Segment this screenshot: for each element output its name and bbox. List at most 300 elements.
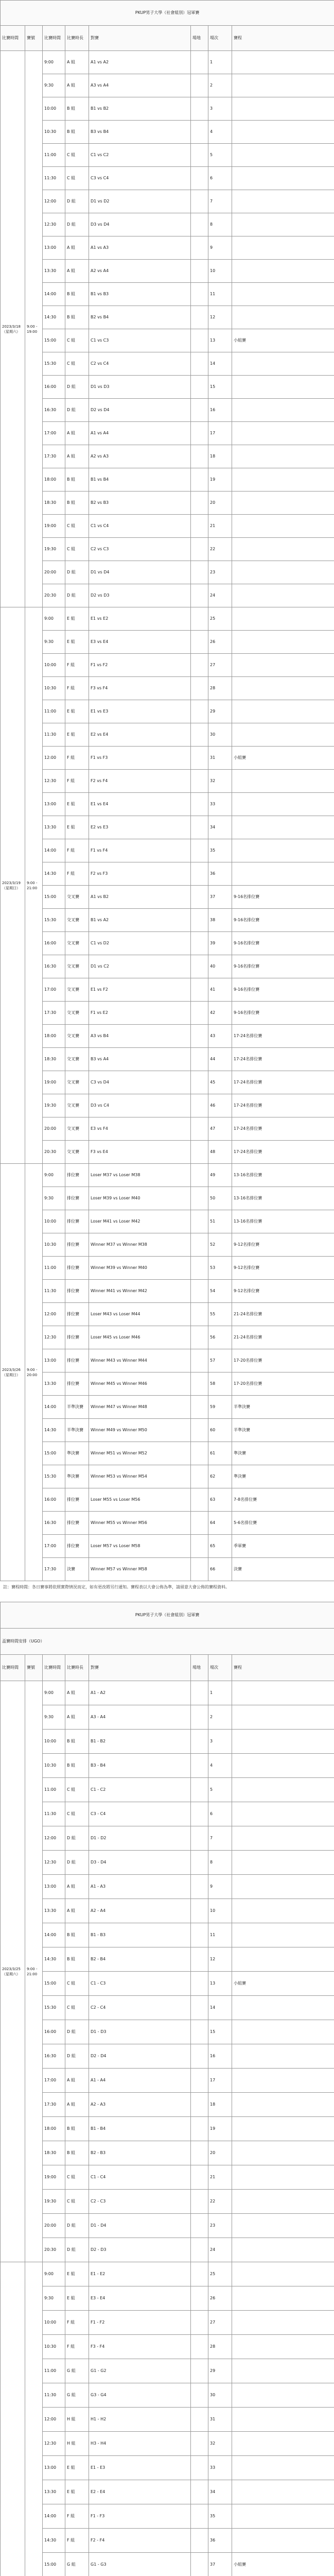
venue-cell bbox=[191, 306, 208, 329]
venue-cell bbox=[191, 1778, 208, 1802]
match-time: 10:00 bbox=[43, 654, 65, 677]
table-row bbox=[1, 2069, 334, 2093]
table-row bbox=[1, 1233, 334, 1257]
table-row bbox=[1, 399, 334, 422]
match-group: 交叉賽 bbox=[65, 909, 89, 932]
match-time: 14:30 bbox=[43, 2529, 65, 2553]
match-number: 25 bbox=[208, 2262, 232, 2286]
venue-cell bbox=[191, 2238, 208, 2262]
match-number: 55 bbox=[208, 1303, 232, 1326]
table-title: PKUP男子大學（社會組別）冠軍賽 bbox=[1, 1, 334, 26]
match-fixture: D3 vs C4 bbox=[89, 1094, 191, 1117]
match-stage: 21-24名排位賽 bbox=[232, 1303, 334, 1326]
venue-cell bbox=[191, 2141, 208, 2165]
match-fixture: E1 vs E2 bbox=[89, 607, 191, 631]
match-fixture: F1 vs F2 bbox=[89, 654, 191, 677]
match-time: 14:00 bbox=[43, 2504, 65, 2529]
match-group: C 組 bbox=[65, 2165, 89, 2190]
table-row bbox=[1, 1094, 334, 1117]
match-stage bbox=[232, 190, 334, 213]
match-stage bbox=[232, 515, 334, 538]
match-stage bbox=[232, 770, 334, 793]
match-group: 排位賽 bbox=[65, 1233, 89, 1257]
match-fixture: B1 - B2 bbox=[89, 1730, 191, 1754]
match-number: 7 bbox=[208, 1826, 232, 1851]
match-group: C 組 bbox=[65, 352, 89, 376]
table-row bbox=[1, 121, 334, 144]
match-number: 23 bbox=[208, 2214, 232, 2238]
table-row bbox=[1, 770, 334, 793]
match-stage bbox=[232, 793, 334, 816]
match-fixture: Winner M43 vs Winner M44 bbox=[89, 1349, 191, 1372]
match-fixture: A1 vs A3 bbox=[89, 236, 191, 260]
match-number: 59 bbox=[208, 1396, 232, 1419]
match-stage bbox=[232, 2117, 334, 2141]
match-fixture: A2 - A4 bbox=[89, 1899, 191, 1923]
venue-cell bbox=[191, 1512, 208, 1535]
match-group: A 組 bbox=[65, 445, 89, 468]
match-fixture: A1 - A3 bbox=[89, 1875, 191, 1899]
match-number: 32 bbox=[208, 770, 232, 793]
match-fixture: Loser M57 vs Loser M58 bbox=[89, 1535, 191, 1558]
match-group: A 組 bbox=[65, 422, 89, 445]
match-time: 14:00 bbox=[43, 1396, 65, 1419]
match-stage bbox=[232, 2383, 334, 2408]
venue-cell bbox=[191, 793, 208, 816]
match-stage bbox=[232, 1730, 334, 1754]
match-fixture: D1 - D2 bbox=[89, 1826, 191, 1851]
match-time: 16:00 bbox=[43, 2020, 65, 2044]
table-row bbox=[1, 2141, 334, 2165]
match-time: 13:00 bbox=[43, 2456, 65, 2480]
venue-cell bbox=[191, 515, 208, 538]
match-number: 13 bbox=[208, 329, 232, 352]
column-header: 對賽 bbox=[89, 26, 191, 51]
match-time: 13:30 bbox=[43, 1899, 65, 1923]
match-fixture: B3 - B4 bbox=[89, 1754, 191, 1778]
match-stage bbox=[232, 97, 334, 121]
match-stage: 準決賽 bbox=[232, 1465, 334, 1488]
table-row bbox=[1, 1705, 334, 1730]
venue-cell bbox=[191, 1851, 208, 1875]
match-number: 26 bbox=[208, 631, 232, 654]
match-group: B 組 bbox=[65, 283, 89, 306]
table-row bbox=[1, 260, 334, 283]
table-row bbox=[1, 723, 334, 747]
venue-cell bbox=[191, 2432, 208, 2456]
match-fixture: Winner M53 vs Winner M54 bbox=[89, 1465, 191, 1488]
match-fixture: D2 vs D3 bbox=[89, 584, 191, 607]
match-number: 44 bbox=[208, 1048, 232, 1071]
match-group: 決賽 bbox=[65, 1558, 89, 1581]
match-time: 12:00 bbox=[43, 747, 65, 770]
match-time: 14:00 bbox=[43, 1923, 65, 1947]
table-row bbox=[1, 1442, 334, 1465]
match-time: 10:30 bbox=[43, 121, 65, 144]
footnote: 註：賽程時間：各日賽事將依照實際情況而定，如有更改將另行通知。賽程表以大會公佈為準，請留意大會公佈的賽程資料。 bbox=[3, 1585, 230, 1589]
match-fixture: F3 - F4 bbox=[89, 2335, 191, 2359]
column-header: 比賽時間 bbox=[1, 26, 25, 51]
table-row bbox=[1, 492, 334, 515]
match-stage: 決賽 bbox=[232, 1558, 334, 1581]
match-number: 53 bbox=[208, 1257, 232, 1280]
table-row bbox=[1, 2165, 334, 2190]
venue-cell bbox=[191, 2383, 208, 2408]
match-number: 39 bbox=[208, 932, 232, 955]
match-group: C 組 bbox=[65, 167, 89, 190]
match-stage bbox=[232, 2504, 334, 2529]
venue-cell bbox=[191, 2480, 208, 2504]
table-row bbox=[1, 700, 334, 723]
table-title-row bbox=[1, 1602, 334, 1629]
match-group: 半準決賽 bbox=[65, 1419, 89, 1442]
match-fixture: D2 - D4 bbox=[89, 2044, 191, 2069]
table-row bbox=[1, 144, 334, 167]
match-group: 交叉賽 bbox=[65, 1025, 89, 1048]
table-row bbox=[1, 1117, 334, 1141]
match-number: 8 bbox=[208, 213, 232, 236]
match-group: B 組 bbox=[65, 2117, 89, 2141]
match-date bbox=[1, 2262, 25, 2576]
venue-cell bbox=[191, 329, 208, 352]
table-row bbox=[1, 862, 334, 886]
venue-cell bbox=[191, 1210, 208, 1233]
table-row bbox=[1, 1164, 334, 1187]
column-header: 賽號 bbox=[25, 1655, 43, 1681]
match-fixture: E1 vs E4 bbox=[89, 793, 191, 816]
match-time: 14:30 bbox=[43, 306, 65, 329]
match-stage bbox=[232, 2238, 334, 2262]
match-number: 1 bbox=[208, 1681, 232, 1705]
match-number: 5 bbox=[208, 1778, 232, 1802]
match-group: 交叉賽 bbox=[65, 1094, 89, 1117]
match-stage: 9-16名排位賽 bbox=[232, 978, 334, 1002]
match-group: G 組 bbox=[65, 2359, 89, 2383]
match-fixture: H3 - H4 bbox=[89, 2432, 191, 2456]
match-number: 47 bbox=[208, 1117, 232, 1141]
table-row bbox=[1, 1802, 334, 1826]
match-stage: 9-16名排位賽 bbox=[232, 1002, 334, 1025]
match-number: 17 bbox=[208, 2069, 232, 2093]
match-group: F 組 bbox=[65, 747, 89, 770]
table-row bbox=[1, 468, 334, 492]
match-number: 40 bbox=[208, 955, 232, 978]
match-group: B 組 bbox=[65, 492, 89, 515]
venue-cell bbox=[191, 2529, 208, 2553]
venue-cell bbox=[191, 886, 208, 909]
match-fixture: B2 - B3 bbox=[89, 2141, 191, 2165]
venue-cell bbox=[191, 1257, 208, 1280]
match-group: F 組 bbox=[65, 2504, 89, 2529]
match-stage bbox=[232, 352, 334, 376]
match-group: C 組 bbox=[65, 1996, 89, 2020]
match-stage bbox=[232, 399, 334, 422]
table-row bbox=[1, 2262, 334, 2286]
table-row bbox=[1, 839, 334, 862]
table-row bbox=[1, 2311, 334, 2335]
match-stage bbox=[232, 1802, 334, 1826]
match-number: 7 bbox=[208, 190, 232, 213]
match-fixture: D1 vs D3 bbox=[89, 376, 191, 399]
table-row bbox=[1, 2335, 334, 2359]
match-number: 49 bbox=[208, 1164, 232, 1187]
match-group: A 組 bbox=[65, 2093, 89, 2117]
match-group: 排位賽 bbox=[65, 1326, 89, 1349]
match-time: 17:30 bbox=[43, 445, 65, 468]
venue-cell bbox=[191, 1025, 208, 1048]
match-stage bbox=[232, 1947, 334, 1972]
match-fixture: A1 - A4 bbox=[89, 2069, 191, 2093]
match-number: 33 bbox=[208, 793, 232, 816]
match-stage: 17-24名排位賽 bbox=[232, 1141, 334, 1164]
table-row bbox=[1, 816, 334, 839]
match-fixture: B1 - B3 bbox=[89, 1923, 191, 1947]
match-fixture: D3 - D4 bbox=[89, 1851, 191, 1875]
match-number: 43 bbox=[208, 1025, 232, 1048]
venue-cell bbox=[191, 2359, 208, 2383]
match-number: 17 bbox=[208, 422, 232, 445]
table-row bbox=[1, 1465, 334, 1488]
match-number: 48 bbox=[208, 1141, 232, 1164]
table-row bbox=[1, 1396, 334, 1419]
match-time: 18:00 bbox=[43, 1025, 65, 1048]
match-fixture: D1 vs C2 bbox=[89, 955, 191, 978]
match-stage: 準決賽 bbox=[232, 1442, 334, 1465]
match-number: 22 bbox=[208, 538, 232, 561]
match-group: B 組 bbox=[65, 121, 89, 144]
match-time: 19:00 bbox=[43, 1071, 65, 1094]
match-number: 50 bbox=[208, 1187, 232, 1210]
table-row bbox=[1, 51, 334, 74]
match-group: F 組 bbox=[65, 677, 89, 700]
match-stage bbox=[232, 2141, 334, 2165]
match-number: 4 bbox=[208, 1754, 232, 1778]
match-stage bbox=[232, 862, 334, 886]
match-stage: 9-16名排位賽 bbox=[232, 955, 334, 978]
match-stage: 5-6名排位賽 bbox=[232, 1512, 334, 1535]
match-fixture: D3 vs D4 bbox=[89, 213, 191, 236]
match-group: C 組 bbox=[65, 329, 89, 352]
match-fixture: Winner M55 vs Winner M56 bbox=[89, 1512, 191, 1535]
table-row bbox=[1, 886, 334, 909]
match-time: 16:30 bbox=[43, 955, 65, 978]
match-stage bbox=[232, 236, 334, 260]
match-stage bbox=[232, 2262, 334, 2286]
match-fixture: B1 vs B3 bbox=[89, 283, 191, 306]
table-row bbox=[1, 2238, 334, 2262]
match-date: 2023/3/19（星期日） bbox=[1, 607, 25, 1164]
venue-cell bbox=[191, 1899, 208, 1923]
venue-cell bbox=[191, 376, 208, 399]
venue-cell bbox=[191, 2044, 208, 2069]
venue-cell bbox=[191, 538, 208, 561]
match-time: 12:00 bbox=[43, 190, 65, 213]
match-stage bbox=[232, 2044, 334, 2069]
match-number: 62 bbox=[208, 1465, 232, 1488]
match-stage: 17-24名排位賽 bbox=[232, 1071, 334, 1094]
venue-cell bbox=[191, 2311, 208, 2335]
venue-cell bbox=[191, 2335, 208, 2359]
match-number: 18 bbox=[208, 445, 232, 468]
match-date: 2023/3/26（星期日） bbox=[1, 1164, 25, 1581]
table-row bbox=[1, 1257, 334, 1280]
table-row bbox=[1, 654, 334, 677]
venue-cell bbox=[191, 1002, 208, 1025]
match-time: 14:00 bbox=[43, 283, 65, 306]
match-fixture: C3 vs D4 bbox=[89, 1071, 191, 1094]
match-number: 13 bbox=[208, 1972, 232, 1996]
match-group: 半準決賽 bbox=[65, 1396, 89, 1419]
column-header: 比賽時長 bbox=[65, 26, 89, 51]
venue-cell bbox=[191, 1465, 208, 1488]
match-number: 3 bbox=[208, 97, 232, 121]
match-fixture: Winner M37 vs Winner M38 bbox=[89, 1233, 191, 1257]
table-row bbox=[1, 190, 334, 213]
match-stage: 9-12名排位賽 bbox=[232, 1280, 334, 1303]
match-fixture: A2 - A3 bbox=[89, 2093, 191, 2117]
match-group: 交叉賽 bbox=[65, 978, 89, 1002]
match-stage bbox=[232, 2432, 334, 2456]
match-group: D 組 bbox=[65, 213, 89, 236]
match-time: 15:30 bbox=[43, 1465, 65, 1488]
match-group: F 組 bbox=[65, 770, 89, 793]
match-stage bbox=[232, 538, 334, 561]
match-number: 2 bbox=[208, 1705, 232, 1730]
match-fixture: C2 - C4 bbox=[89, 1996, 191, 2020]
match-time: 11:30 bbox=[43, 1802, 65, 1826]
match-group: 排位賽 bbox=[65, 1349, 89, 1372]
match-group: C 組 bbox=[65, 515, 89, 538]
match-fixture: C1 vs C2 bbox=[89, 144, 191, 167]
match-number: 45 bbox=[208, 1071, 232, 1094]
column-header: 場地 bbox=[191, 1655, 208, 1681]
match-stage: 半準決賽 bbox=[232, 1419, 334, 1442]
column-header: 比賽時長 bbox=[65, 1655, 89, 1681]
table-row bbox=[1, 2529, 334, 2553]
table-row bbox=[1, 236, 334, 260]
table-row bbox=[1, 1875, 334, 1899]
venue-cell bbox=[191, 2069, 208, 2093]
day-time-range: 9:00 - 21:00 bbox=[25, 1681, 43, 2262]
match-time: 17:30 bbox=[43, 1558, 65, 1581]
venue-cell bbox=[191, 2214, 208, 2238]
venue-cell bbox=[191, 1802, 208, 1826]
match-number: 30 bbox=[208, 2383, 232, 2408]
match-group: E 組 bbox=[65, 723, 89, 747]
match-time: 20:00 bbox=[43, 561, 65, 584]
match-group: 交叉賽 bbox=[65, 1141, 89, 1164]
match-fixture: F1 - F3 bbox=[89, 2504, 191, 2529]
venue-cell bbox=[191, 445, 208, 468]
match-fixture: G1 - G2 bbox=[89, 2359, 191, 2383]
match-fixture: Winner M57 vs Winner M58 bbox=[89, 1558, 191, 1581]
match-group: G 組 bbox=[65, 2553, 89, 2576]
match-group: B 組 bbox=[65, 1754, 89, 1778]
match-time: 16:00 bbox=[43, 932, 65, 955]
match-stage: 7-8名排位賽 bbox=[232, 1488, 334, 1512]
table-row bbox=[1, 1349, 334, 1372]
venue-cell bbox=[191, 932, 208, 955]
match-stage bbox=[232, 2311, 334, 2335]
venue-cell bbox=[191, 1071, 208, 1094]
match-stage bbox=[232, 839, 334, 862]
match-time: 17:30 bbox=[43, 2093, 65, 2117]
table-row bbox=[1, 1187, 334, 1210]
match-fixture: A1 - A2 bbox=[89, 1681, 191, 1705]
match-number: 34 bbox=[208, 2480, 232, 2504]
venue-cell bbox=[191, 97, 208, 121]
match-group: E 組 bbox=[65, 631, 89, 654]
match-stage: 9-12名排位賽 bbox=[232, 1233, 334, 1257]
venue-cell bbox=[191, 2093, 208, 2117]
match-time: 11:30 bbox=[43, 167, 65, 190]
match-fixture: B2 - B4 bbox=[89, 1947, 191, 1972]
match-time: 12:30 bbox=[43, 213, 65, 236]
table-row bbox=[1, 631, 334, 654]
table-row bbox=[1, 1372, 334, 1396]
match-fixture: A3 - A4 bbox=[89, 1705, 191, 1730]
venue-cell bbox=[191, 492, 208, 515]
match-fixture: C1 vs C3 bbox=[89, 329, 191, 352]
match-number: 8 bbox=[208, 1851, 232, 1875]
match-number: 15 bbox=[208, 376, 232, 399]
table-row bbox=[1, 2117, 334, 2141]
match-group: C 組 bbox=[65, 1972, 89, 1996]
table-row bbox=[1, 2359, 334, 2383]
venue-cell bbox=[191, 1996, 208, 2020]
venue-cell bbox=[191, 468, 208, 492]
match-number: 42 bbox=[208, 1002, 232, 1025]
venue-cell bbox=[191, 2286, 208, 2311]
match-group: C 組 bbox=[65, 1778, 89, 1802]
day-time-range: 9:00 - 19:00 bbox=[25, 51, 43, 607]
match-time: 9:00 bbox=[43, 607, 65, 631]
match-stage bbox=[232, 631, 334, 654]
match-time: 10:30 bbox=[43, 1233, 65, 1257]
match-time: 20:30 bbox=[43, 2238, 65, 2262]
match-stage bbox=[232, 1875, 334, 1899]
venue-cell bbox=[191, 747, 208, 770]
venue-cell bbox=[191, 1349, 208, 1372]
match-number: 36 bbox=[208, 862, 232, 886]
match-stage: 17-20名排位賽 bbox=[232, 1349, 334, 1372]
match-stage bbox=[232, 1826, 334, 1851]
match-group: A 組 bbox=[65, 51, 89, 74]
match-group: B 組 bbox=[65, 468, 89, 492]
match-stage bbox=[232, 816, 334, 839]
match-time: 12:30 bbox=[43, 770, 65, 793]
match-group: D 組 bbox=[65, 1826, 89, 1851]
match-stage: 17-24名排位賽 bbox=[232, 1117, 334, 1141]
table-row bbox=[1, 1535, 334, 1558]
match-number: 11 bbox=[208, 283, 232, 306]
match-fixture: C1 - C4 bbox=[89, 2165, 191, 2190]
match-fixture: C2 - C3 bbox=[89, 2190, 191, 2214]
match-time: 19:30 bbox=[43, 1094, 65, 1117]
match-time: 9:00 bbox=[43, 1164, 65, 1187]
match-time: 9:00 bbox=[43, 1681, 65, 1705]
match-number: 28 bbox=[208, 2335, 232, 2359]
match-stage bbox=[232, 121, 334, 144]
match-stage bbox=[232, 2480, 334, 2504]
match-stage bbox=[232, 2529, 334, 2553]
match-number: 6 bbox=[208, 167, 232, 190]
table-row bbox=[1, 677, 334, 700]
table-row bbox=[1, 747, 334, 770]
match-group: A 組 bbox=[65, 236, 89, 260]
table-row bbox=[1, 1923, 334, 1947]
column-header: 場地 bbox=[191, 26, 208, 51]
